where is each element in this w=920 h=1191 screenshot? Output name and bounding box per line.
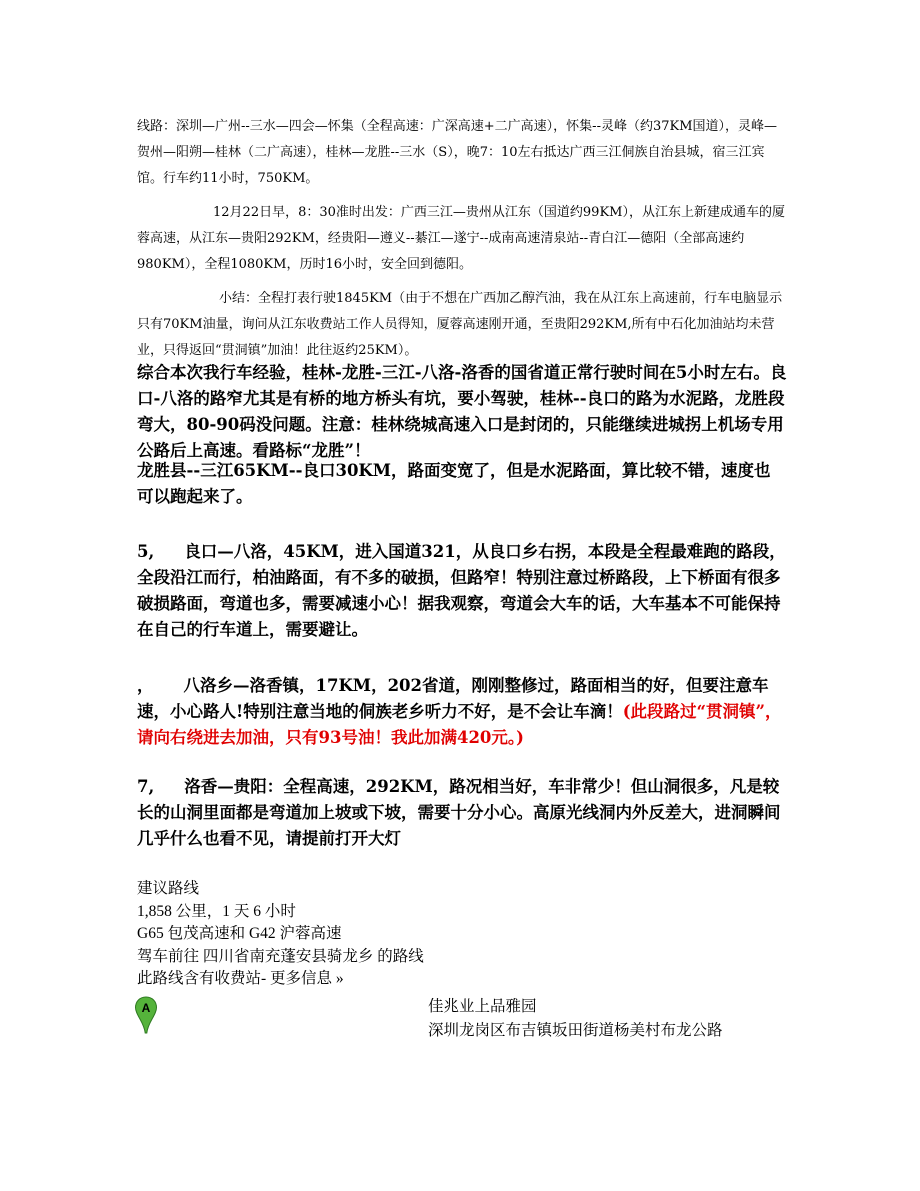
item-7 bbox=[137, 774, 787, 852]
summary-paragraph bbox=[137, 286, 787, 364]
route-toll-line bbox=[137, 968, 424, 991]
toll-info: 此路线含有收费站 bbox=[137, 970, 262, 987]
route-distance-time: 1,858 公里，1 天 6 小时 bbox=[137, 902, 296, 920]
experience-paragraph bbox=[137, 360, 787, 464]
destination-address: 深圳龙岗区布吉镇坂田街道杨美村布龙公路 bbox=[428, 1022, 723, 1039]
destination-block bbox=[428, 995, 758, 1043]
item-6 bbox=[137, 673, 787, 751]
route-line-text: 线路：深圳—广州--三水—四会—怀集（全程高速：广深高速+二广高速），怀集--灵峰（约37KM国道），灵峰—贺州—阳朔—桂林（二广高速），桂林—龙胜--三水（S），晚7：10左右抵达广西三江侗族自治县城，宿三江宾馆。行车约11小时，750KM。 bbox=[137, 119, 778, 186]
longsheng-text: 龙胜县--三江65KM--良口30KM，路面变宽了，但是水泥路面，算比较不错，速度也可以跑起来了。 bbox=[137, 461, 771, 506]
route-title: 建议路线 bbox=[137, 880, 200, 897]
suggested-route-block bbox=[137, 878, 424, 991]
item-6-number: ， bbox=[137, 676, 154, 695]
route-highways: G65 包茂高速和 G42 沪蓉高速 bbox=[137, 925, 342, 942]
item-7-number: 7, bbox=[137, 777, 155, 796]
item-6-red-note: (此段路过“贯洞镇”，请向右绕进去加油，只有93号油！我此加满420元。) bbox=[137, 702, 782, 747]
item-5-text: 良口—八洛，45KM，进入国道321，从良口乡右拐，本段是全程最难跑的路段，全段沿江而行，柏油路面，有不多的破损，但路窄！特别注意过桥路段，上下桥面有很多破损路面，弯道也多，需要减速小心！据我观察，弯道会大车的话，大车基本不可能保持在自己的行车道上，需要避让。 bbox=[137, 542, 786, 639]
item-6-text: 八洛乡—洛香镇，17KM，202省道，刚刚整修过，路面相当的好，但要注意车速，小心路人!特别注意当地的侗族老乡听力不好，是不会让车滴！ bbox=[137, 676, 769, 721]
item-5-number: 5, bbox=[137, 542, 155, 561]
dec22-text: 12月22日早，8：30准时出发：广西三江—贵州从江东（国道约99KM），从江东上新建成通车的厦蓉高速，从江东—贵阳292KM，经贵阳—遵义--綦江—遂宁--成南高速清泉站--青白江—德阳（全部高速约980KM），全程1080KM，历时16小时，安全回到德阳。 bbox=[137, 205, 785, 272]
dec22-paragraph bbox=[137, 200, 787, 278]
more-info-link[interactable]: - 更多信息 » bbox=[261, 970, 344, 987]
destination-name: 佳兆业上品雅园 bbox=[428, 998, 537, 1015]
route-drive-to: 驾车前往 四川省南充蓬安县骑龙乡 的路线 bbox=[137, 947, 424, 965]
marker-letter: A bbox=[141, 1001, 151, 1015]
experience-text: 综合本次我行车经验，桂林-龙胜-三江-八洛-洛香的国省道正常行驶时间在5小时左右。良口-八洛的路窄尤其是有桥的地方桥头有坑，要小驾驶，桂林--良口的路为水泥路，龙胜段弯大，80-90码没问题。注意：桂林绕城高速入口是封闭的，只能继续进城拐上机场专用公路后上高速。看路标“龙胜”！ bbox=[137, 363, 787, 460]
longsheng-paragraph bbox=[137, 458, 787, 510]
item-5 bbox=[137, 539, 787, 643]
map-marker-a-icon[interactable] bbox=[134, 996, 158, 1034]
item-7-text: 洛香—贵阳：全程高速，292KM，路况相当好，车非常少！但山洞很多，凡是较长的山洞里面都是弯道加上坡或下坡，需要十分小心。高原光线洞内外反差大，进洞瞬间几乎什么也看不见，请提前打开大灯 bbox=[137, 777, 781, 848]
route-line-paragraph bbox=[137, 114, 787, 192]
summary-text: 小结：全程打表行驶1845KM（由于不想在广西加乙醇汽油，我在从江东上高速前，行车电脑显示只有70KM油量，询问从江东收费站工作人员得知，厦蓉高速刚开通，至贵阳292KM,所有中石化加油站均未营业，只得返回“贯洞镇”加油！此往返约25KM）。 bbox=[137, 291, 783, 358]
